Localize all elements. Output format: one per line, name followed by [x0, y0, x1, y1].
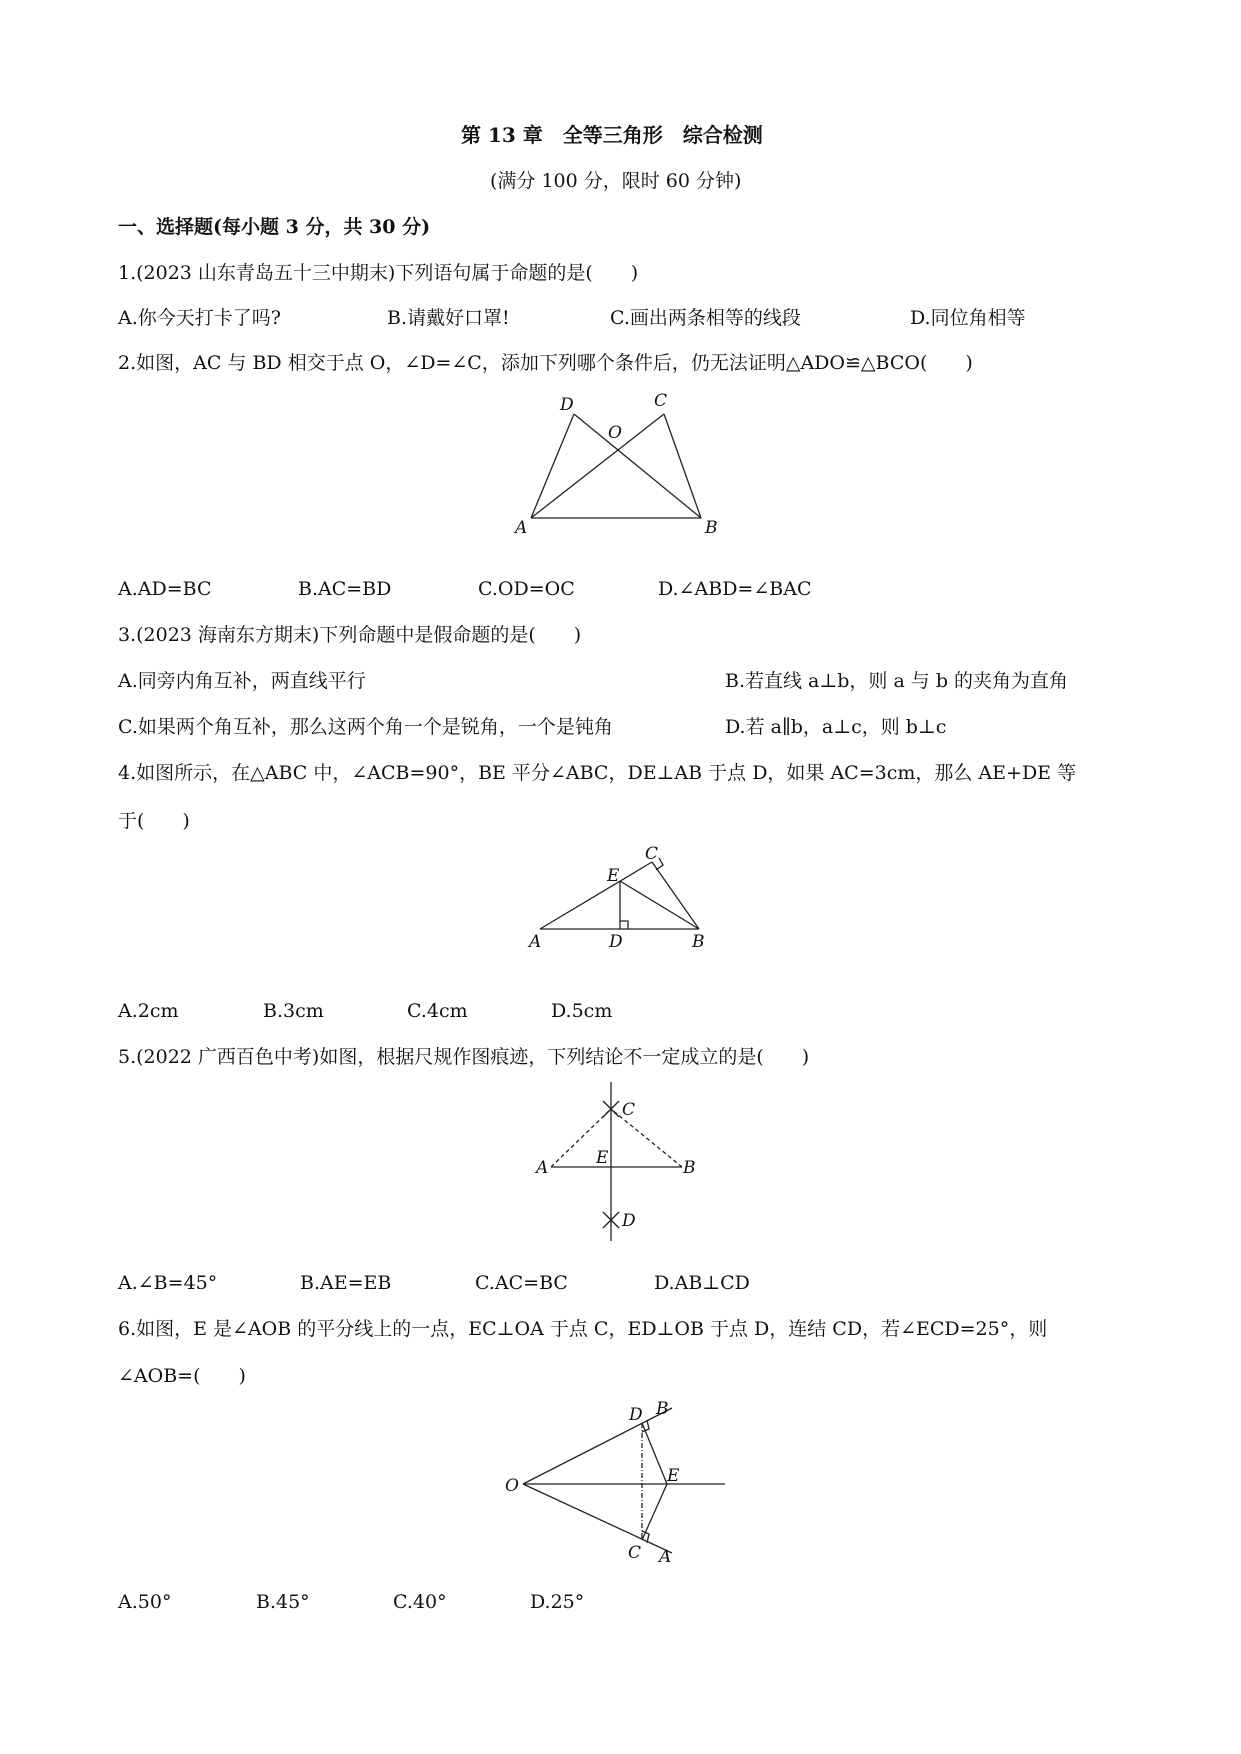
q5-label-c: C: [622, 1100, 636, 1120]
q6-label-a: A: [659, 1547, 672, 1567]
q6-option-b: B.45°: [256, 1591, 310, 1613]
q2-label-a: A: [515, 518, 528, 538]
q5-label-a: A: [536, 1158, 549, 1178]
q5-label-e: E: [596, 1148, 609, 1168]
q2-label-b: B: [705, 518, 718, 538]
q4-option-a: A.2cm: [118, 1000, 179, 1022]
q2-label-o: O: [608, 423, 622, 443]
q3-option-c: C.如果两个角互补，那么这两个角一个是锐角，一个是钝角: [118, 716, 613, 738]
question-1-stem: 1.(2023 山东青岛五十三中期末)下列语句属于命题的是( ): [118, 262, 639, 284]
q4-label-e: E: [607, 866, 620, 886]
q5-option-c: C.AC=BC: [475, 1272, 568, 1294]
q2-option-b: B.AC=BD: [298, 578, 392, 600]
question-6-stem-line2: ∠AOB=( ): [118, 1365, 246, 1387]
q6-ray-ob: [523, 1408, 672, 1484]
q4-option-d: D.5cm: [551, 1000, 613, 1022]
q5-option-b: B.AE=EB: [300, 1272, 392, 1294]
q5-label-b: B: [683, 1158, 696, 1178]
section-heading: 一、选择题(每小题 3 分，共 30 分): [118, 216, 431, 238]
q1-option-b: B.请戴好口罩!: [387, 307, 510, 329]
question-5-stem: 5.(2022 广西百色中考)如图，根据尺规作图痕迹，下列结论不一定成立的是( ): [118, 1046, 810, 1068]
q4-option-c: C.4cm: [407, 1000, 468, 1022]
q2-label-c: C: [654, 391, 668, 411]
q6-segment-de: [642, 1423, 667, 1484]
page-subtitle: (满分 100 分，限时 60 分钟): [490, 170, 742, 192]
q2-option-c: C.OD=OC: [478, 578, 575, 600]
q3-option-a: A.同旁内角互补，两直线平行: [118, 670, 366, 692]
q1-option-a: A.你今天打卡了吗?: [118, 307, 281, 329]
q5-option-d: D.AB⊥CD: [654, 1272, 750, 1294]
q6-ray-oa: [523, 1484, 672, 1553]
q4-label-b: B: [692, 932, 705, 952]
q2-option-d: D.∠ABD=∠BAC: [658, 578, 812, 600]
q1-option-c: C.画出两条相等的线段: [610, 307, 801, 329]
q3-option-b: B.若直线 a⊥b，则 a 与 b 的夹角为直角: [725, 670, 1069, 692]
q2-option-a: A.AD=BC: [118, 578, 212, 600]
question-3-stem: 3.(2023 海南东方期末)下列命题中是假命题的是( ): [118, 624, 582, 646]
q3-option-d: D.若 a∥b，a⊥c，则 b⊥c: [725, 716, 947, 738]
q4-option-b: B.3cm: [263, 1000, 324, 1022]
q6-option-d: D.25°: [530, 1591, 585, 1613]
q5-label-d: D: [622, 1211, 636, 1231]
q2-label-d: D: [560, 395, 574, 415]
q6-option-c: C.40°: [393, 1591, 447, 1613]
q6-label-o: O: [505, 1476, 519, 1496]
q6-option-a: A.50°: [118, 1591, 172, 1613]
question-2-stem: 2.如图，AC 与 BD 相交于点 O，∠D=∠C，添加下列哪个条件后，仍无法证明△ADO≌△BCO( ): [118, 352, 973, 374]
q6-segment-ce: [642, 1484, 667, 1540]
page-title: 第 13 章 全等三角形 综合检测: [461, 123, 763, 147]
q1-option-d: D.同位角相等: [910, 307, 1026, 329]
q4-label-c: C: [645, 844, 659, 864]
q6-label-e: E: [667, 1466, 680, 1486]
q6-label-c: C: [628, 1543, 642, 1563]
q4-label-a: A: [529, 932, 542, 952]
question-4-stem-line2: 于( ): [118, 810, 190, 832]
question-4-stem-line1: 4.如图所示，在△ABC 中，∠ACB=90°，BE 平分∠ABC，DE⊥AB 于点 D，如果 AC=3cm，那么 AE+DE 等: [118, 762, 1077, 784]
q5-option-a: A.∠B=45°: [118, 1272, 218, 1294]
q6-label-b: B: [656, 1399, 669, 1419]
question-6-stem-line1: 6.如图，E 是∠AOB 的平分线上的一点，EC⊥OA 于点 C，ED⊥OB 于点 D，连结 CD，若∠ECD=25°，则: [118, 1318, 1048, 1340]
q6-label-d: D: [629, 1405, 643, 1425]
q4-label-d: D: [609, 932, 623, 952]
